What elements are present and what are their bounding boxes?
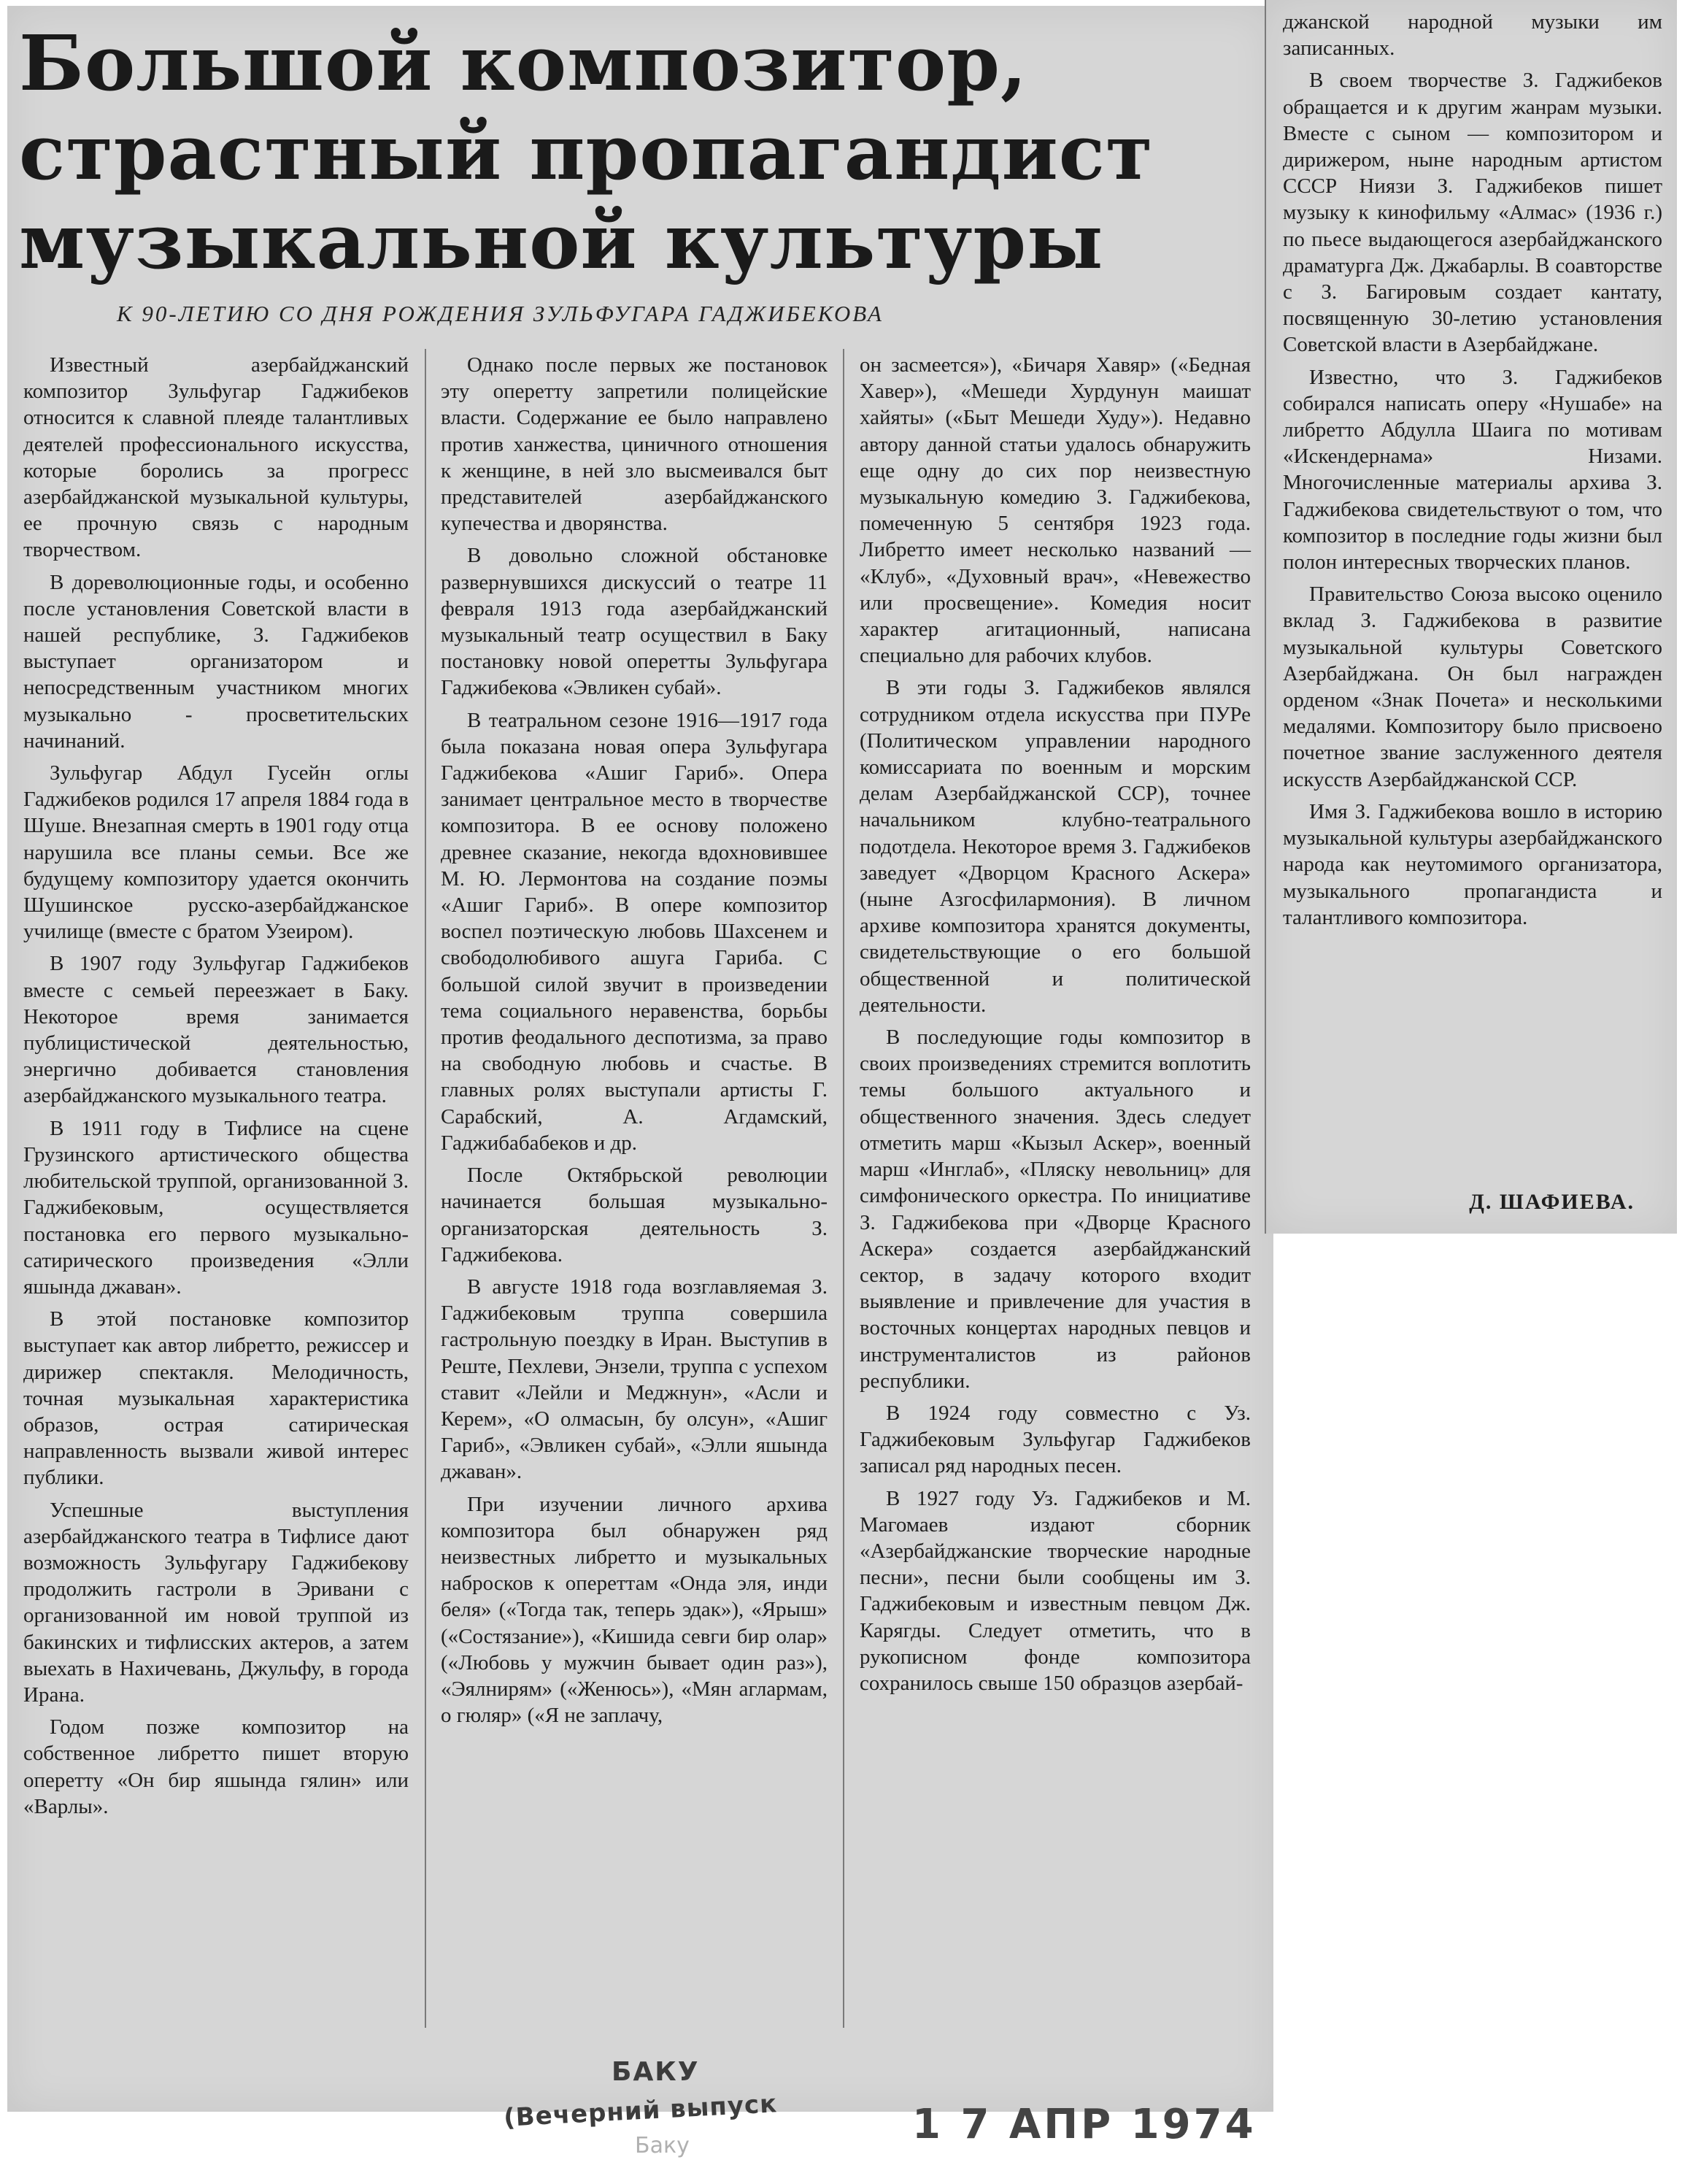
- article-paragraph: В эти годы З. Гаджибеков являлся сотрудником отдела искусства при ПУРе (Политическом управлении народного комиссариата по военным и морским делам Азербайджанской ССР), точнее начальником клубно-театрального подотдела. Некоторое время З. Гаджибеков заведует «Дворцом Красного Аскера» (ныне Азгосфилармония). В личном архиве композитора хранятся документы, свидетельствующие о его большой общественной и политической деятельности.: [860, 676, 1251, 1017]
- article-column-3: [860, 352, 1251, 1702]
- column-rule: [843, 349, 844, 2028]
- column-rule: [1265, 0, 1266, 1234]
- article-paragraph: Зульфугар Абдул Гусейн оглы Гаджибеков родился 17 апреля 1884 года в Шуше. Внезапная смерть в 1901 году отца нарушила все планы семьи. Все же будущему композитору удается окончить Шушинское русско-азербайджанское училище (вместе с братом Узеиром).: [23, 761, 409, 944]
- article-paragraph: Однако после первых же постановок эту оперетту запретили полицейские власти. Содержание ее было направлено против ханжества, циничного отношения к женщине, в ней зло высмеивался быт представителей азербайджанского купечества и дворянства.: [441, 353, 828, 536]
- article-paragraph: В театральном сезоне 1916—1917 года была показана новая опера Зульфугара Гаджибекова «Ашиг Гариб». Опера занимает центральное место в творчестве композитора. В ее основу положено древнее сказание, некогда вдохновившее М. Ю. Лермонтова на создание поэмы «Ашиг Гариб». В опере композитор воспел поэтическую любовь Шахсенем и свободолюбивого ашуга Гариба. С большой силой звучит в произведении тема социального неравенства, борьбы против феодального деспотизма, за право на свободную любовь и счастье. В главных ролях выступали артисты Г. Сарабский, А. Агдамский, Гаджибабабеков и др.: [441, 708, 828, 1155]
- article-paragraph: джанской народной музыки им записанных.: [1283, 10, 1662, 61]
- article-paragraph: В последующие годы композитор в своих произведениях стремится воплотить темы большого актуального и общественного значения. Здесь следует отметить марш «Кызыл Аскер», военный марш «Инглаб», «Пляску невольниц» для симфонического оркестра. По инициативе З. Гаджибекова при «Дворце Красного Аскера» создается азербайджанский сектор, в задачу которого входит выявление и привлечение для участия в восточных концертах народных певцов и инструменталистов из районов республики.: [860, 1026, 1251, 1393]
- article-paragraph: В дореволюционные годы, и особенно после установления Советской власти в нашей республике, З. Гаджибеков выступает организатором и непосредственным участником многих музыкально - просветительских начинаний.: [23, 570, 409, 753]
- stamp-date: 1 7 АПР 1974: [912, 2101, 1257, 2148]
- stamp-city: БАКУ: [612, 2057, 700, 2087]
- article-paragraph: Успешные выступления азербайджанского театра в Тифлисе дают возможность Зульфугару Гаджибекову продолжить гастроли в Эривани с организованной им новой труппой из бакинских и тифлисских актеров, а затем выехать в Нахичевань, Джульфу, в города Ирана.: [23, 1498, 409, 1707]
- article-paragraph: В 1924 году совместно с Уз. Гаджибековым Зульфугар Гаджибеков записал ряд народных песен.: [860, 1401, 1251, 1478]
- stamp-newspaper: (Вечерний выпуск: [503, 2089, 779, 2133]
- article-paragraph: он засмеется»), «Бичаря Хавяр» («Бедная Хавер»), «Мешеди Хурдунун маишат хайяты» («Быт Мешеди Худу»). Недавно автору данной статьи удалось обнаружить еще одну до сих пор неизвестную музыкальную комедию З. Гаджибекова, помеченную 5 сентября 1923 года. Либретто имеет несколько названий — «Клуб», «Духовный врач», «Невежество или просвещение». Комедия носит характер агитационный, написана специально для рабочих клубов.: [860, 353, 1251, 668]
- article-paragraph: Годом позже композитор на собственное либретто пишет вторую оперетту «Он бир яшында гялин» или «Варлы».: [23, 1715, 409, 1818]
- article-paragraph: После Октябрьской революции начинается большая музыкально-организаторская деятельность З. Гаджибекова.: [441, 1164, 828, 1266]
- article-column-2: [441, 352, 828, 1734]
- article-paragraph: В 1927 году Уз. Гаджибеков и М. Магомаев издают сборник «Азербайджанские творческие народные песни», песни были сообщены им З. Гаджибековым и известным певцом Дж. Карягды. Следует отметить, что в рукописном фонде композитора сохранилось свыше 150 образцов азербай-: [860, 1486, 1251, 1695]
- column-rule: [425, 349, 426, 2028]
- article-paragraph: При изучении личного архива композитора был обнаружен ряд неизвестных либретто и музыкальных набросков к опереттам «Онда эля, инди беля» («Тогда так, теперь эдак»), «Ярыш» («Состязание»), «Кишида севги бир олар» («Любовь у мужчин бывает один раз»), «Эялнирям» («Женюсь»), «Мян аглармам, о гюляр» («Я не заплачу,: [441, 1492, 828, 1728]
- article-paragraph: Известно, что З. Гаджибеков собирался написать оперу «Нушабе» на либретто Абдулла Шаига по мотивам «Искендернама» Низами. Многочисленные материалы архива З. Гаджибекова свидетельствуют о том, что композитор в последние годы жизни был полон интересных творческих планов.: [1283, 365, 1662, 574]
- article-column-4: [1283, 9, 1662, 937]
- stamp-city-faint: Баку: [635, 2133, 690, 2158]
- article-column-1: [23, 352, 409, 1826]
- article-paragraph: Правительство Союза высоко оценило вклад З. Гаджибекова в развитие музыкальной культуры Советского Азербайджана. Он был награжден орденом «Знак Почета» и несколькими медалями. Композитору было присвоено почетное звание заслуженного деятеля искусств Азербайджанской ССР.: [1283, 582, 1662, 791]
- author-signature: Д. ШАФИЕВА.: [1469, 1190, 1635, 1214]
- article-paragraph: В 1907 году Зульфугар Гаджибеков вместе с семьей переезжает в Баку. Некоторое время занимается публицистической деятельностью, энергично добивается становления азербайджанского музыкального театра.: [23, 952, 409, 1108]
- article-paragraph: В 1911 году в Тифлисе на сцене Грузинского артистического общества любительской труппой, организованной З. Гаджибековым, осуществляется постановка его первого музыкально-сатирического произведения «Элли яшында джаван».: [23, 1116, 409, 1299]
- headline: Большой композитор, страстный пропагандист музыкальной культуры: [19, 18, 1154, 286]
- subheadline: К 90-ЛЕТИЮ СО ДНЯ РОЖДЕНИЯ ЗУЛЬФУГАРА ГАДЖИБЕКОВА: [117, 301, 884, 326]
- article-paragraph: Имя З. Гаджибекова вошло в историю музыкальной культуры азербайджанского народа как неутомимого организатора, музыкального пропагандиста и талантливого композитора.: [1283, 799, 1662, 929]
- article-paragraph: Известный азербайджанский композитор Зульфугар Гаджибеков относится к славной плеяде талантливых деятелей профессионального искусства, которые боролись за прогресс азербайджанской музыкальной культуры, ее прочную связь с народным творчеством.: [23, 353, 409, 562]
- article-paragraph: В довольно сложной обстановке развернувшихся дискуссий о театре 11 февраля 1913 года азербайджанский музыкальный театр осуществил в Баку постановку новой оперетты Зульфугара Гаджибекова «Эвликен субай».: [441, 544, 828, 700]
- article-paragraph: В августе 1918 года возглавляемая З. Гаджибековым труппа совершила гастрольную поездку в Иран. Выступив в Реште, Пехлеви, Энзели, труппа с успехом ставит «Лейли и Меджнун», «Асли и Керем», «О олмасын, бу олсун», «Ашиг Гариб», «Эвликен субай», «Элли яшында джаван».: [441, 1274, 828, 1484]
- article-paragraph: В этой постановке композитор выступает как автор либретто, режиссер и дирижер спектакля. Мелодичность, точная музыкальная характеристика образов, острая сатирическая направленность вызвали живой интерес публики.: [23, 1307, 409, 1490]
- article-paragraph: В своем творчестве З. Гаджибеков обращается и к другим жанрам музыки. Вместе с сыном — композитором и дирижером, ныне народным артистом СССР Ниязи З. Гаджибеков пишет музыку к кинофильму «Алмас» (1936 г.) по пьесе выдающегося азербайджанского драматурга Дж. Джабарлы. В соавторстве с З. Багировым создает кантату, посвященную 30-летию установления Советской власти в Азербайджане.: [1283, 69, 1662, 357]
